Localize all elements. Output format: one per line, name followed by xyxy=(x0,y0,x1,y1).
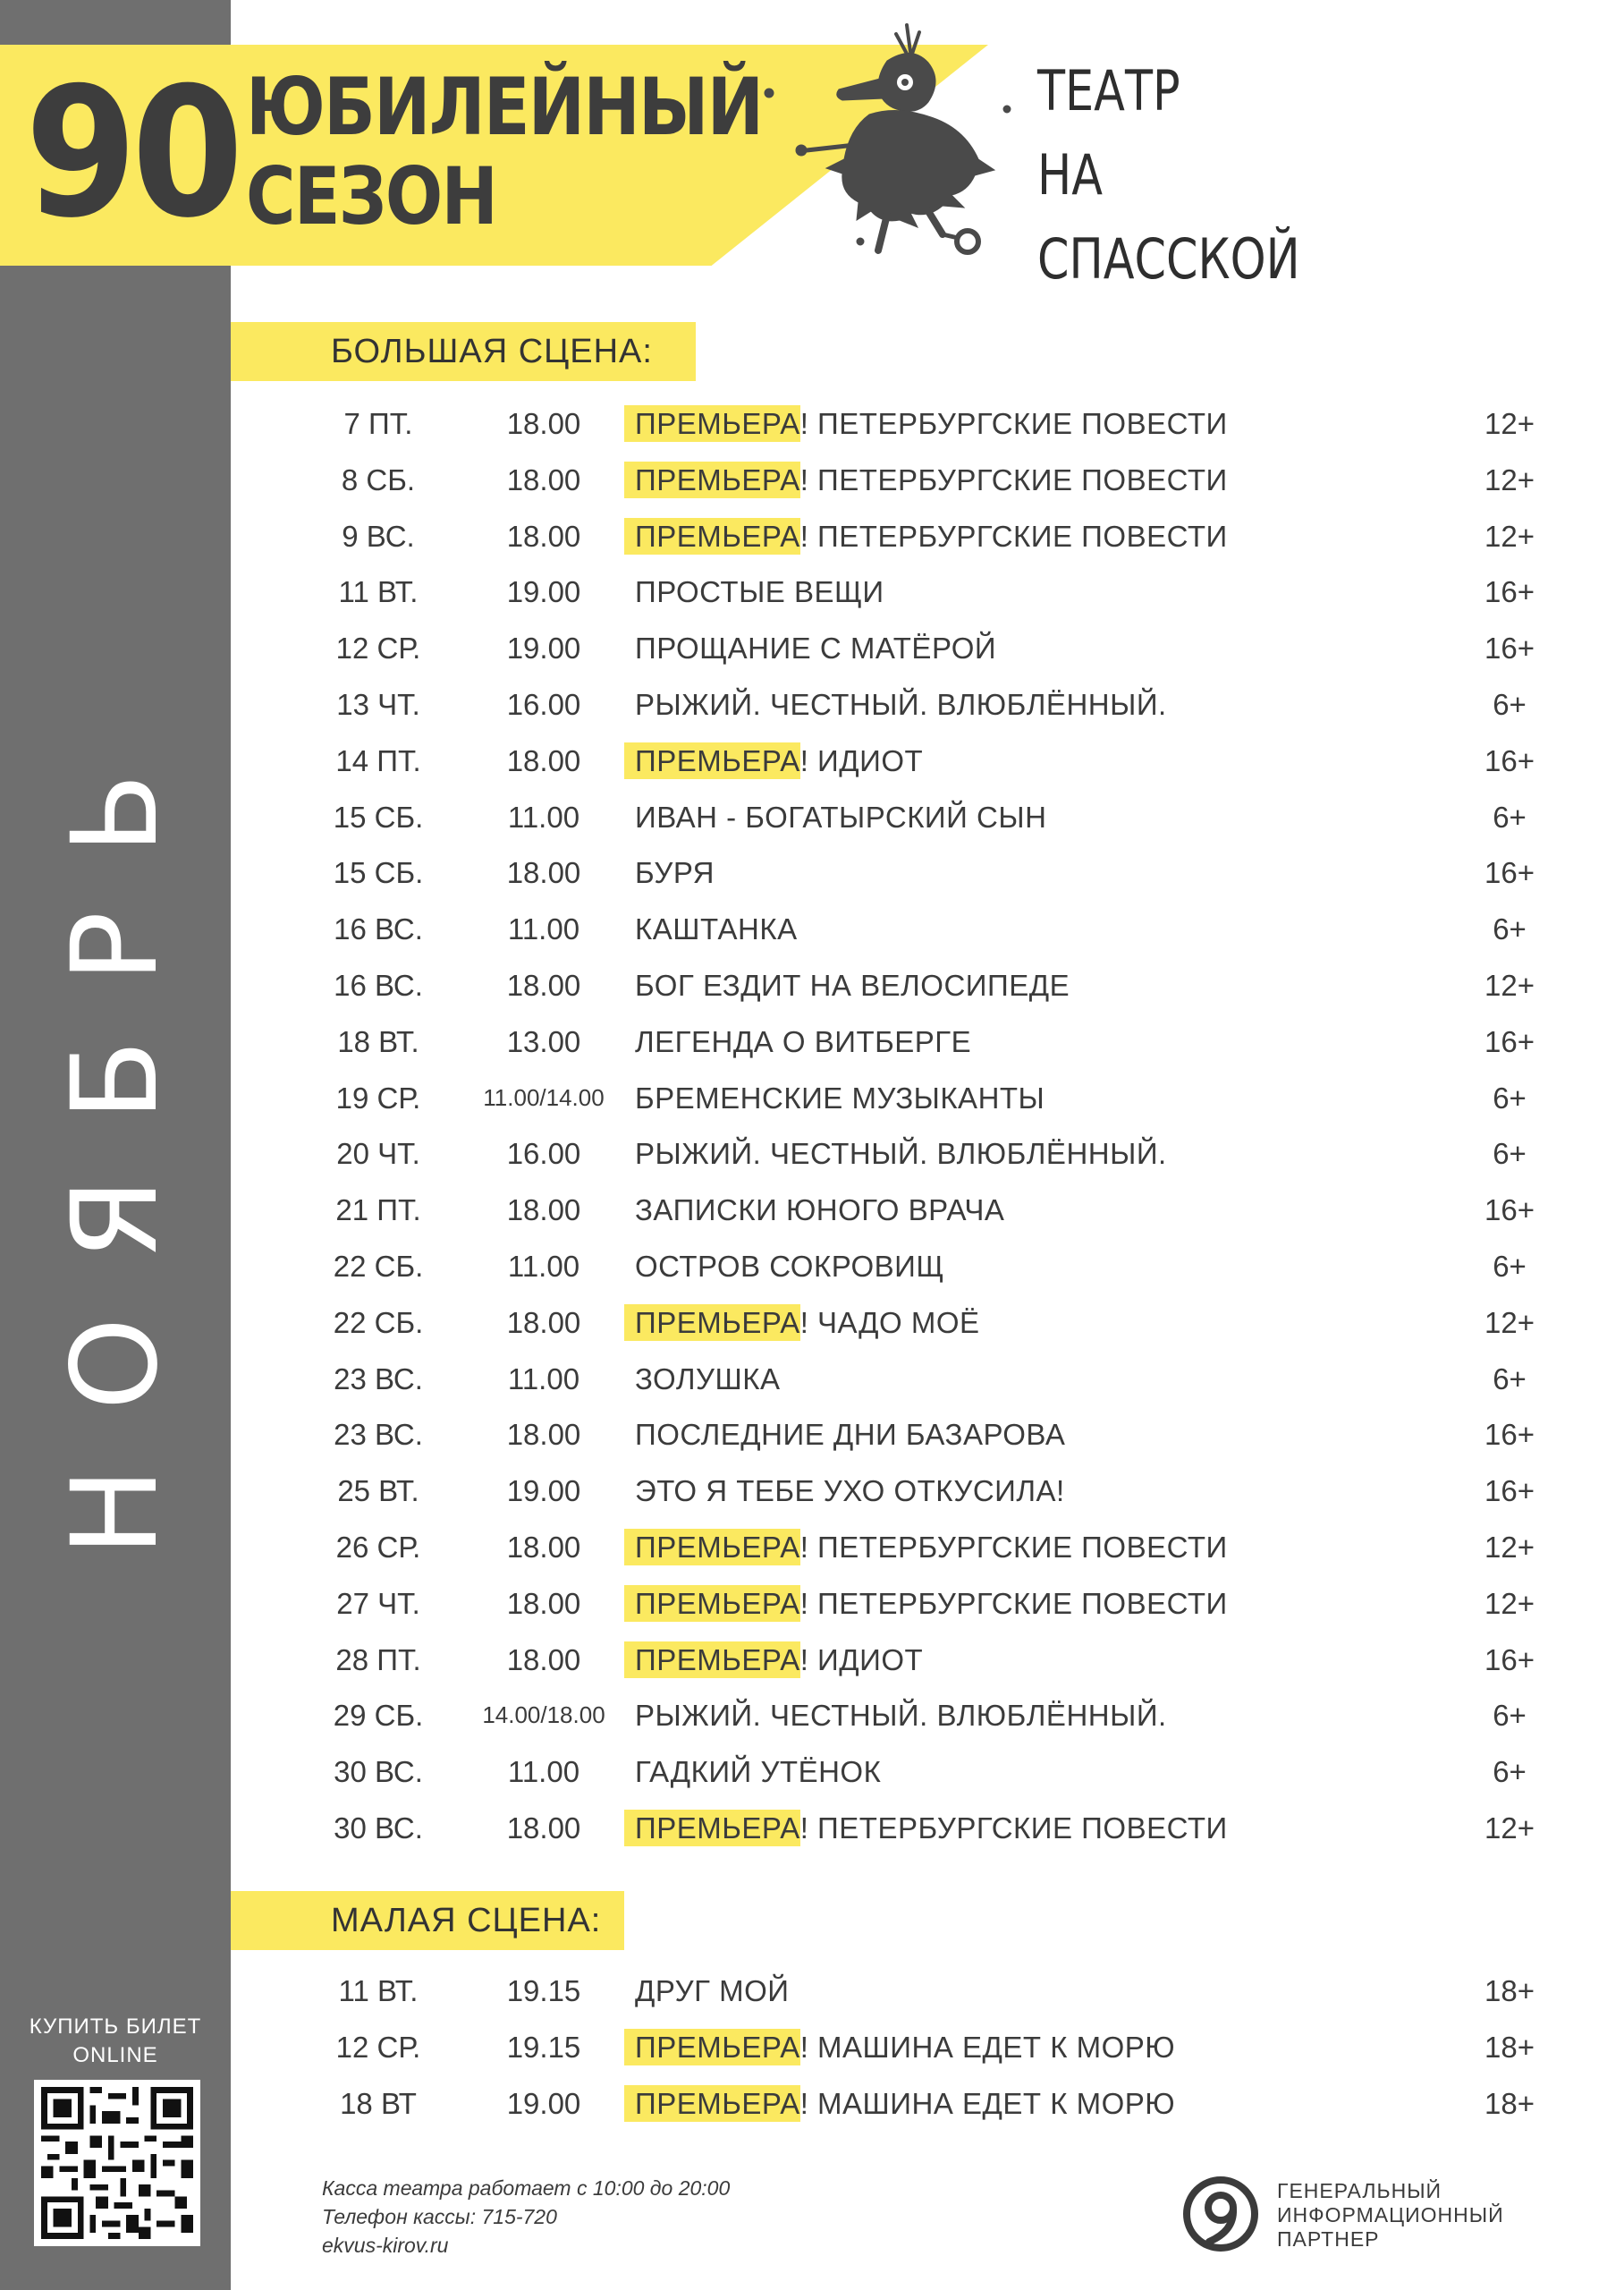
show-time: 18.00 xyxy=(506,969,581,1002)
show-day: 16 ВС. xyxy=(334,912,423,946)
show-title-text: ! МАШИНА ЕДЕТ К МОРЮ xyxy=(799,2086,1176,2120)
theatre-name-line1: ТЕАТР xyxy=(1037,58,1180,123)
show-title-text: ЭТО Я ТЕБЕ УХО ОТКУСИЛА! xyxy=(635,1474,1065,1508)
age-rating: 6+ xyxy=(1493,1755,1527,1789)
show-day: 19 СР. xyxy=(335,1081,421,1115)
show-title xyxy=(635,452,1228,508)
show-title-text: ! ПЕТЕРБУРГСКИЕ ПОВЕСТИ xyxy=(799,1811,1228,1845)
schedule-row[interactable] xyxy=(231,2019,1624,2075)
show-title xyxy=(635,1463,1065,1519)
premiere-badge: ПРЕМЬЕРА xyxy=(624,1585,800,1622)
schedule-row[interactable] xyxy=(231,508,1624,564)
show-time: 19.15 xyxy=(506,1974,581,2007)
show-title-text: ГАДКИЙ УТЁНОК xyxy=(635,1755,882,1789)
show-day: 22 СБ. xyxy=(333,1305,424,1339)
show-time: 14.00/18.00 xyxy=(482,1701,605,1729)
show-time: 18.00 xyxy=(506,1305,581,1339)
show-title-text: ! ПЕТЕРБУРГСКИЕ ПОВЕСТИ xyxy=(799,462,1228,496)
premiere-badge: ПРЕМЬЕРА xyxy=(624,742,800,779)
jubilee-line2: СЕЗОН xyxy=(246,150,497,242)
show-title xyxy=(635,1125,1167,1182)
show-day: 23 ВС. xyxy=(334,1361,423,1395)
show-title xyxy=(635,844,715,901)
age-rating: 12+ xyxy=(1484,1305,1535,1339)
show-time: 18.00 xyxy=(506,519,581,553)
show-day: 11 ВТ. xyxy=(338,1974,419,2007)
show-title xyxy=(635,620,996,676)
show-title-text: ! ПЕТЕРБУРГСКИЕ ПОВЕСТИ xyxy=(799,1586,1228,1620)
show-title xyxy=(635,1406,1065,1463)
jubilee-season-title xyxy=(246,63,762,242)
show-day: 28 ПТ. xyxy=(335,1642,421,1676)
schedule-row[interactable] xyxy=(231,1575,1624,1632)
age-rating: 6+ xyxy=(1493,688,1527,721)
show-title xyxy=(635,1294,980,1351)
show-time: 18.00 xyxy=(506,743,581,777)
age-rating: 16+ xyxy=(1484,856,1535,890)
show-time: 18.00 xyxy=(506,407,581,440)
schedule-row[interactable] xyxy=(231,1238,1624,1294)
show-title xyxy=(635,1519,1228,1575)
schedule-row[interactable] xyxy=(231,1519,1624,1575)
schedule-row[interactable] xyxy=(231,844,1624,901)
show-title xyxy=(635,733,923,789)
show-day: 18 ВТ. xyxy=(337,1024,419,1058)
show-title xyxy=(635,1575,1228,1632)
show-title-text: РЫЖИЙ. ЧЕСТНЫЙ. ВЛЮБЛЁННЫЙ. xyxy=(635,688,1167,721)
partner-logo-icon xyxy=(1182,2176,1259,2252)
show-time: 19.00 xyxy=(506,575,581,609)
age-rating: 12+ xyxy=(1484,1531,1535,1564)
schedule-row[interactable] xyxy=(231,1070,1624,1126)
show-title-text: ПРОСТЫЕ ВЕЩИ xyxy=(635,575,884,609)
schedule-row[interactable] xyxy=(231,1743,1624,1800)
show-title-text: ! ИДИОТ xyxy=(799,743,924,777)
age-rating: 12+ xyxy=(1484,462,1535,496)
show-title-text: ПОСЛЕДНИЕ ДНИ БАЗАРОВА xyxy=(635,1418,1066,1452)
schedule-row[interactable] xyxy=(231,1294,1624,1351)
age-rating: 16+ xyxy=(1484,632,1535,666)
show-time: 16.00 xyxy=(506,1137,581,1171)
footer-info xyxy=(322,2174,730,2260)
show-title xyxy=(635,957,1070,1014)
schedule-row[interactable] xyxy=(231,957,1624,1014)
show-day: 14 ПТ. xyxy=(335,743,421,777)
show-day: 18 ВТ xyxy=(340,2086,417,2120)
age-rating: 16+ xyxy=(1484,575,1535,609)
show-time: 11.00 xyxy=(507,912,580,946)
show-title-text: ОСТРОВ СОКРОВИЩ xyxy=(635,1250,944,1283)
buy-ticket-label[interactable] xyxy=(0,2013,231,2070)
show-time: 19.00 xyxy=(506,2086,581,2120)
show-time: 18.00 xyxy=(506,1193,581,1227)
premiere-badge: ПРЕМЬЕРА xyxy=(624,2029,800,2065)
age-rating: 18+ xyxy=(1484,1974,1535,2007)
schedule-row[interactable] xyxy=(231,452,1624,508)
show-title-text: ! ПЕТЕРБУРГСКИЕ ПОВЕСТИ xyxy=(799,1531,1228,1564)
show-title xyxy=(635,1800,1228,1856)
show-title xyxy=(635,1182,1004,1238)
schedule-row[interactable] xyxy=(231,1125,1624,1182)
age-rating: 6+ xyxy=(1493,1361,1527,1395)
show-day: 7 ПТ. xyxy=(343,407,413,440)
premiere-badge: ПРЕМЬЕРА xyxy=(624,2085,800,2122)
show-time: 13.00 xyxy=(506,1024,581,1058)
schedule-row[interactable] xyxy=(231,1014,1624,1070)
show-time: 18.00 xyxy=(506,1642,581,1676)
show-title-text: ! ПЕТЕРБУРГСКИЕ ПОВЕСТИ xyxy=(799,519,1228,553)
buy-ticket-line2: ONLINE xyxy=(72,2043,158,2067)
show-title-text: ЗАПИСКИ ЮНОГО ВРАЧА xyxy=(635,1193,1005,1227)
show-day: 15 СБ. xyxy=(333,800,424,834)
premiere-badge: ПРЕМЬЕРА xyxy=(624,1529,800,1565)
show-title xyxy=(635,789,1046,845)
show-title-text: РЫЖИЙ. ЧЕСТНЫЙ. ВЛЮБЛЁННЫЙ. xyxy=(635,1699,1167,1733)
show-title xyxy=(635,1351,780,1407)
premiere-badge: ПРЕМЬЕРА xyxy=(624,518,800,555)
show-time: 18.00 xyxy=(506,856,581,890)
buy-ticket-line1: КУПИТЬ БИЛЕТ xyxy=(29,2014,202,2039)
show-title xyxy=(635,1963,790,2019)
show-title xyxy=(635,676,1167,733)
schedule-row[interactable] xyxy=(231,676,1624,733)
schedule-row[interactable] xyxy=(231,1632,1624,1688)
premiere-badge: ПРЕМЬЕРА xyxy=(624,1810,800,1846)
theatre-name xyxy=(1037,49,1300,301)
schedule-row[interactable] xyxy=(231,1687,1624,1743)
premiere-badge: ПРЕМЬЕРА xyxy=(624,462,800,498)
schedule-row[interactable] xyxy=(231,1406,1624,1463)
age-rating: 12+ xyxy=(1484,969,1535,1002)
show-title xyxy=(635,2075,1175,2132)
premiere-badge: ПРЕМЬЕРА xyxy=(624,1304,800,1341)
show-time: 11.00 xyxy=(507,1361,580,1395)
age-rating: 12+ xyxy=(1484,1811,1535,1845)
big-stage-label: БОЛЬШАЯ СЦЕНА: xyxy=(231,322,696,381)
partner-line2: ИНФОРМАЦИОННЫЙ xyxy=(1277,2203,1504,2226)
show-title-text: ЗОЛУШКА xyxy=(635,1361,781,1395)
age-rating: 18+ xyxy=(1484,2030,1535,2064)
show-title-text: БОГ ЕЗДИТ НА ВЕЛОСИПЕДЕ xyxy=(635,969,1070,1002)
qr-code[interactable] xyxy=(34,2080,200,2246)
show-time: 19.15 xyxy=(506,2030,581,2064)
age-rating: 16+ xyxy=(1484,1642,1535,1676)
show-day: 13 ЧТ. xyxy=(336,688,420,721)
show-day: 11 ВТ. xyxy=(338,575,419,609)
jubilee-line1: ЮБИЛЕЙНЫЙ xyxy=(246,61,763,153)
show-day: 30 ВС. xyxy=(334,1755,423,1789)
show-title-text: БУРЯ xyxy=(635,856,715,890)
show-time: 11.00/14.00 xyxy=(483,1083,605,1111)
qr-code-icon xyxy=(41,2087,193,2239)
show-title-text: ! ЧАДО МОЁ xyxy=(799,1305,980,1339)
age-rating: 16+ xyxy=(1484,1193,1535,1227)
show-day: 9 ВС. xyxy=(342,519,415,553)
show-day: 16 ВС. xyxy=(334,969,423,1002)
show-time: 11.00 xyxy=(507,1755,580,1789)
age-rating: 6+ xyxy=(1493,1250,1527,1283)
show-title xyxy=(635,1687,1167,1743)
schedule-row[interactable] xyxy=(231,1182,1624,1238)
premiere-badge: ПРЕМЬЕРА xyxy=(624,405,800,442)
show-title xyxy=(635,395,1228,452)
box-office-hours: Касса театра работает с 10:00 до 20:00 xyxy=(322,2176,731,2200)
show-time: 19.00 xyxy=(506,632,581,666)
show-time: 18.00 xyxy=(506,1811,581,1845)
show-title-text: ! ПЕТЕРБУРГСКИЕ ПОВЕСТИ xyxy=(799,407,1228,440)
schedule-row[interactable] xyxy=(231,733,1624,789)
show-time: 18.00 xyxy=(506,1531,581,1564)
show-time: 11.00 xyxy=(507,1250,580,1283)
show-time: 18.00 xyxy=(506,1418,581,1452)
small-stage-label: МАЛАЯ СЦЕНА: xyxy=(231,1891,624,1950)
schedule-row[interactable] xyxy=(231,789,1624,845)
theatre-name-line3: СПАССКОЙ xyxy=(1037,226,1300,292)
show-title xyxy=(635,1070,1045,1126)
schedule-row[interactable] xyxy=(231,564,1624,620)
show-day: 25 ВТ. xyxy=(337,1474,419,1508)
show-title xyxy=(635,1238,944,1294)
show-day: 27 ЧТ. xyxy=(336,1586,420,1620)
season-number: 90 xyxy=(25,49,239,258)
show-title xyxy=(635,901,798,957)
schedule-row[interactable] xyxy=(231,1800,1624,1856)
show-title xyxy=(635,508,1228,564)
show-title xyxy=(635,1743,881,1800)
show-time: 16.00 xyxy=(506,688,581,721)
age-rating: 6+ xyxy=(1493,1699,1527,1733)
show-day: 29 СБ. xyxy=(333,1699,424,1733)
show-title-text: ДРУГ МОЙ xyxy=(635,1974,790,2007)
show-time: 18.00 xyxy=(506,1586,581,1620)
age-rating: 6+ xyxy=(1493,1137,1527,1171)
show-day: 22 СБ. xyxy=(333,1250,424,1283)
theatre-name-line2: НА xyxy=(1037,142,1104,208)
show-title xyxy=(635,1632,923,1688)
age-rating: 18+ xyxy=(1484,2086,1535,2120)
schedule-row[interactable] xyxy=(231,2075,1624,2132)
show-day: 26 СР. xyxy=(335,1531,421,1564)
show-time: 19.00 xyxy=(506,1474,581,1508)
age-rating: 12+ xyxy=(1484,407,1535,440)
premiere-badge: ПРЕМЬЕРА xyxy=(624,1641,800,1678)
age-rating: 16+ xyxy=(1484,1024,1535,1058)
month-label: НОЯБРЬ xyxy=(47,716,184,1556)
show-day: 30 ВС. xyxy=(334,1811,423,1845)
show-title-text: ЛЕГЕНДА О ВИТБЕРГЕ xyxy=(635,1024,972,1058)
show-day: 15 СБ. xyxy=(333,856,424,890)
age-rating: 16+ xyxy=(1484,1418,1535,1452)
show-day: 8 СБ. xyxy=(341,462,416,496)
show-time: 11.00 xyxy=(507,800,580,834)
show-day: 12 СР. xyxy=(335,2030,421,2064)
schedule-row[interactable] xyxy=(231,1351,1624,1407)
show-title xyxy=(635,564,884,620)
show-title-text: ИВАН - БОГАТЫРСКИЙ СЫН xyxy=(635,800,1047,834)
website-link[interactable]: ekvus-kirov.ru xyxy=(322,2234,449,2257)
age-rating: 12+ xyxy=(1484,1586,1535,1620)
show-day: 23 ВС. xyxy=(334,1418,423,1452)
show-title-text: ! ИДИОТ xyxy=(799,1642,924,1676)
age-rating: 16+ xyxy=(1484,743,1535,777)
partner-line1: ГЕНЕРАЛЬНЫЙ xyxy=(1277,2179,1442,2202)
box-office-phone[interactable]: Телефон кассы: 715-720 xyxy=(322,2205,557,2228)
age-rating: 6+ xyxy=(1493,800,1527,834)
show-title-text: КАШТАНКА xyxy=(635,912,798,946)
age-rating: 6+ xyxy=(1493,912,1527,946)
show-title-text: ! МАШИНА ЕДЕТ К МОРЮ xyxy=(799,2030,1176,2064)
schedule-row[interactable] xyxy=(231,901,1624,957)
show-day: 12 СР. xyxy=(335,632,421,666)
schedule-row[interactable] xyxy=(231,620,1624,676)
partner-line3: ПАРТНЕР xyxy=(1277,2227,1380,2251)
schedule-row[interactable] xyxy=(231,1463,1624,1519)
show-time: 18.00 xyxy=(506,462,581,496)
schedule-row[interactable] xyxy=(231,1963,1624,2019)
show-day: 20 ЧТ. xyxy=(336,1137,420,1171)
age-rating: 6+ xyxy=(1493,1081,1527,1115)
age-rating: 16+ xyxy=(1484,1474,1535,1508)
theatre-mascot-logo-icon xyxy=(753,16,1021,276)
show-title-text: РЫЖИЙ. ЧЕСТНЫЙ. ВЛЮБЛЁННЫЙ. xyxy=(635,1137,1167,1171)
schedule-row[interactable] xyxy=(231,395,1624,452)
show-day: 21 ПТ. xyxy=(335,1193,421,1227)
show-title-text: БРЕМЕНСКИЕ МУЗЫКАНТЫ xyxy=(635,1081,1045,1115)
show-title xyxy=(635,2019,1175,2075)
show-title-text: ПРОЩАНИЕ С МАТЁРОЙ xyxy=(635,632,997,666)
age-rating: 12+ xyxy=(1484,519,1535,553)
partner-label xyxy=(1277,2179,1504,2252)
show-title xyxy=(635,1014,971,1070)
